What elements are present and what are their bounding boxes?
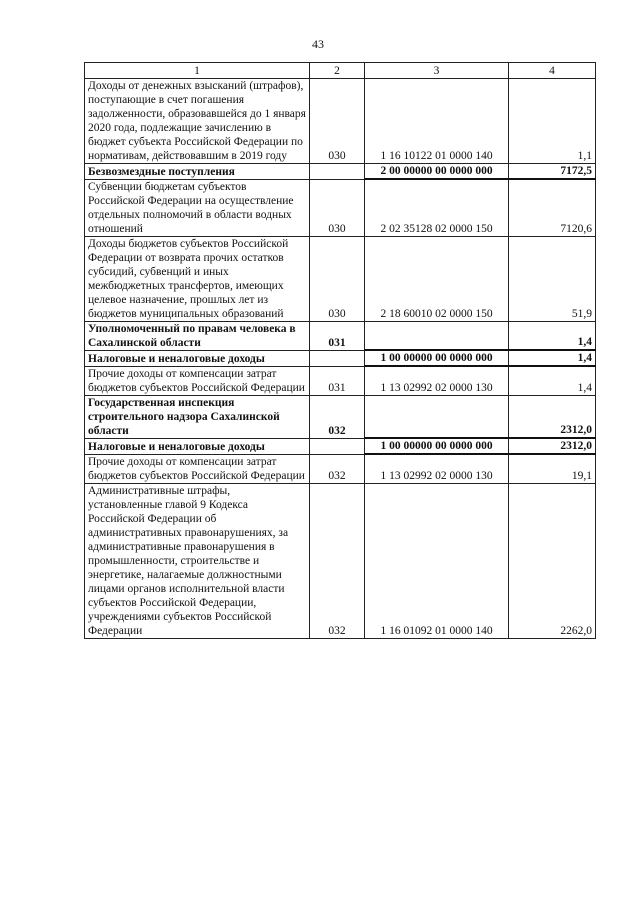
row-admin-code <box>310 438 365 454</box>
column-header: 3 <box>365 63 509 79</box>
table-row <box>85 179 596 236</box>
row-amount: 2262,0 <box>509 483 596 638</box>
row-budget-code: 1 00 00000 00 0000 000 <box>365 438 509 454</box>
row-amount: 51,9 <box>509 236 596 321</box>
row-budget-code: 2 00 00000 00 0000 000 <box>365 164 509 180</box>
table-row <box>85 395 596 438</box>
row-amount: 2312,0 <box>509 395 596 438</box>
row-amount: 1,4 <box>509 321 596 350</box>
row-name: Уполномоченный по правам человека в Сахалинской области <box>85 321 310 350</box>
table-row <box>85 321 596 350</box>
table-row <box>85 438 596 454</box>
row-budget-code <box>365 395 509 438</box>
table-header-row <box>85 63 596 79</box>
row-budget-code: 2 02 35128 02 0000 150 <box>365 179 509 236</box>
row-name: Административные штрафы, установленные главой 9 Кодекса Российской Федерации об административных правонарушениях, за административные правонарушения в промышленности, строительстве и энергетике, налагаемые должностными лицами органов исполнительной власти субъектов Российской Федерации, учреждениями субъектов Российской Федерации <box>85 483 310 638</box>
row-admin-code <box>310 164 365 180</box>
page-number: 43 <box>312 37 324 51</box>
row-budget-code <box>365 321 509 350</box>
row-admin-code: 031 <box>310 366 365 395</box>
row-name: Государственная инспекция строительного надзора Сахалинской области <box>85 395 310 438</box>
row-admin-code: 032 <box>310 483 365 638</box>
row-admin-code: 031 <box>310 321 365 350</box>
row-name: Налоговые и неналоговые доходы <box>85 350 310 366</box>
table-row <box>85 236 596 321</box>
row-amount: 1,4 <box>509 366 596 395</box>
row-admin-code <box>310 350 365 366</box>
row-budget-code: 1 13 02992 02 0000 130 <box>365 366 509 395</box>
row-admin-code: 032 <box>310 395 365 438</box>
row-budget-code: 1 00 00000 00 0000 000 <box>365 350 509 366</box>
table-row <box>85 79 596 164</box>
row-amount: 1,1 <box>509 79 596 164</box>
row-amount: 7120,6 <box>509 179 596 236</box>
table-row <box>85 366 596 395</box>
row-name: Доходы бюджетов субъектов Российской Федерации от возврата прочих остатков субсидий, субвенций и иных межбюджетных трансфертов, имеющих целевое назначение, прошлых лет из бюджетов муниципальных образований <box>85 236 310 321</box>
row-name: Налоговые и неналоговые доходы <box>85 438 310 454</box>
row-admin-code: 030 <box>310 79 365 164</box>
row-budget-code: 1 16 01092 01 0000 140 <box>365 483 509 638</box>
row-name: Прочие доходы от компенсации затрат бюджетов субъектов Российской Федерации <box>85 366 310 395</box>
row-name: Доходы от денежных взысканий (штрафов), поступающие в счет погашения задолженности, образовавшейся до 1 января 2020 года, подлежащие зачислению в бюджет субъекта Российской Федерации по нормативам, действовавшим в 2019 году <box>85 79 310 164</box>
table-row <box>85 164 596 180</box>
row-name: Субвенции бюджетам субъектов Российской Федерации на осуществление отдельных полномочий в области водных отношений <box>85 179 310 236</box>
row-admin-code: 030 <box>310 179 365 236</box>
table-row <box>85 483 596 638</box>
column-header: 1 <box>85 63 310 79</box>
table-row <box>85 454 596 483</box>
row-amount: 19,1 <box>509 454 596 483</box>
row-budget-code: 1 13 02992 02 0000 130 <box>365 454 509 483</box>
row-budget-code: 2 18 60010 02 0000 150 <box>365 236 509 321</box>
row-name: Безвозмездные поступления <box>85 164 310 180</box>
row-amount: 7172,5 <box>509 164 596 180</box>
revenue-table <box>84 62 596 639</box>
row-budget-code: 1 16 10122 01 0000 140 <box>365 79 509 164</box>
column-header: 2 <box>310 63 365 79</box>
row-admin-code: 032 <box>310 454 365 483</box>
row-name: Прочие доходы от компенсации затрат бюджетов субъектов Российской Федерации <box>85 454 310 483</box>
row-amount: 2312,0 <box>509 438 596 454</box>
column-header: 4 <box>509 63 596 79</box>
row-amount: 1,4 <box>509 350 596 366</box>
row-admin-code: 030 <box>310 236 365 321</box>
table-row <box>85 350 596 366</box>
